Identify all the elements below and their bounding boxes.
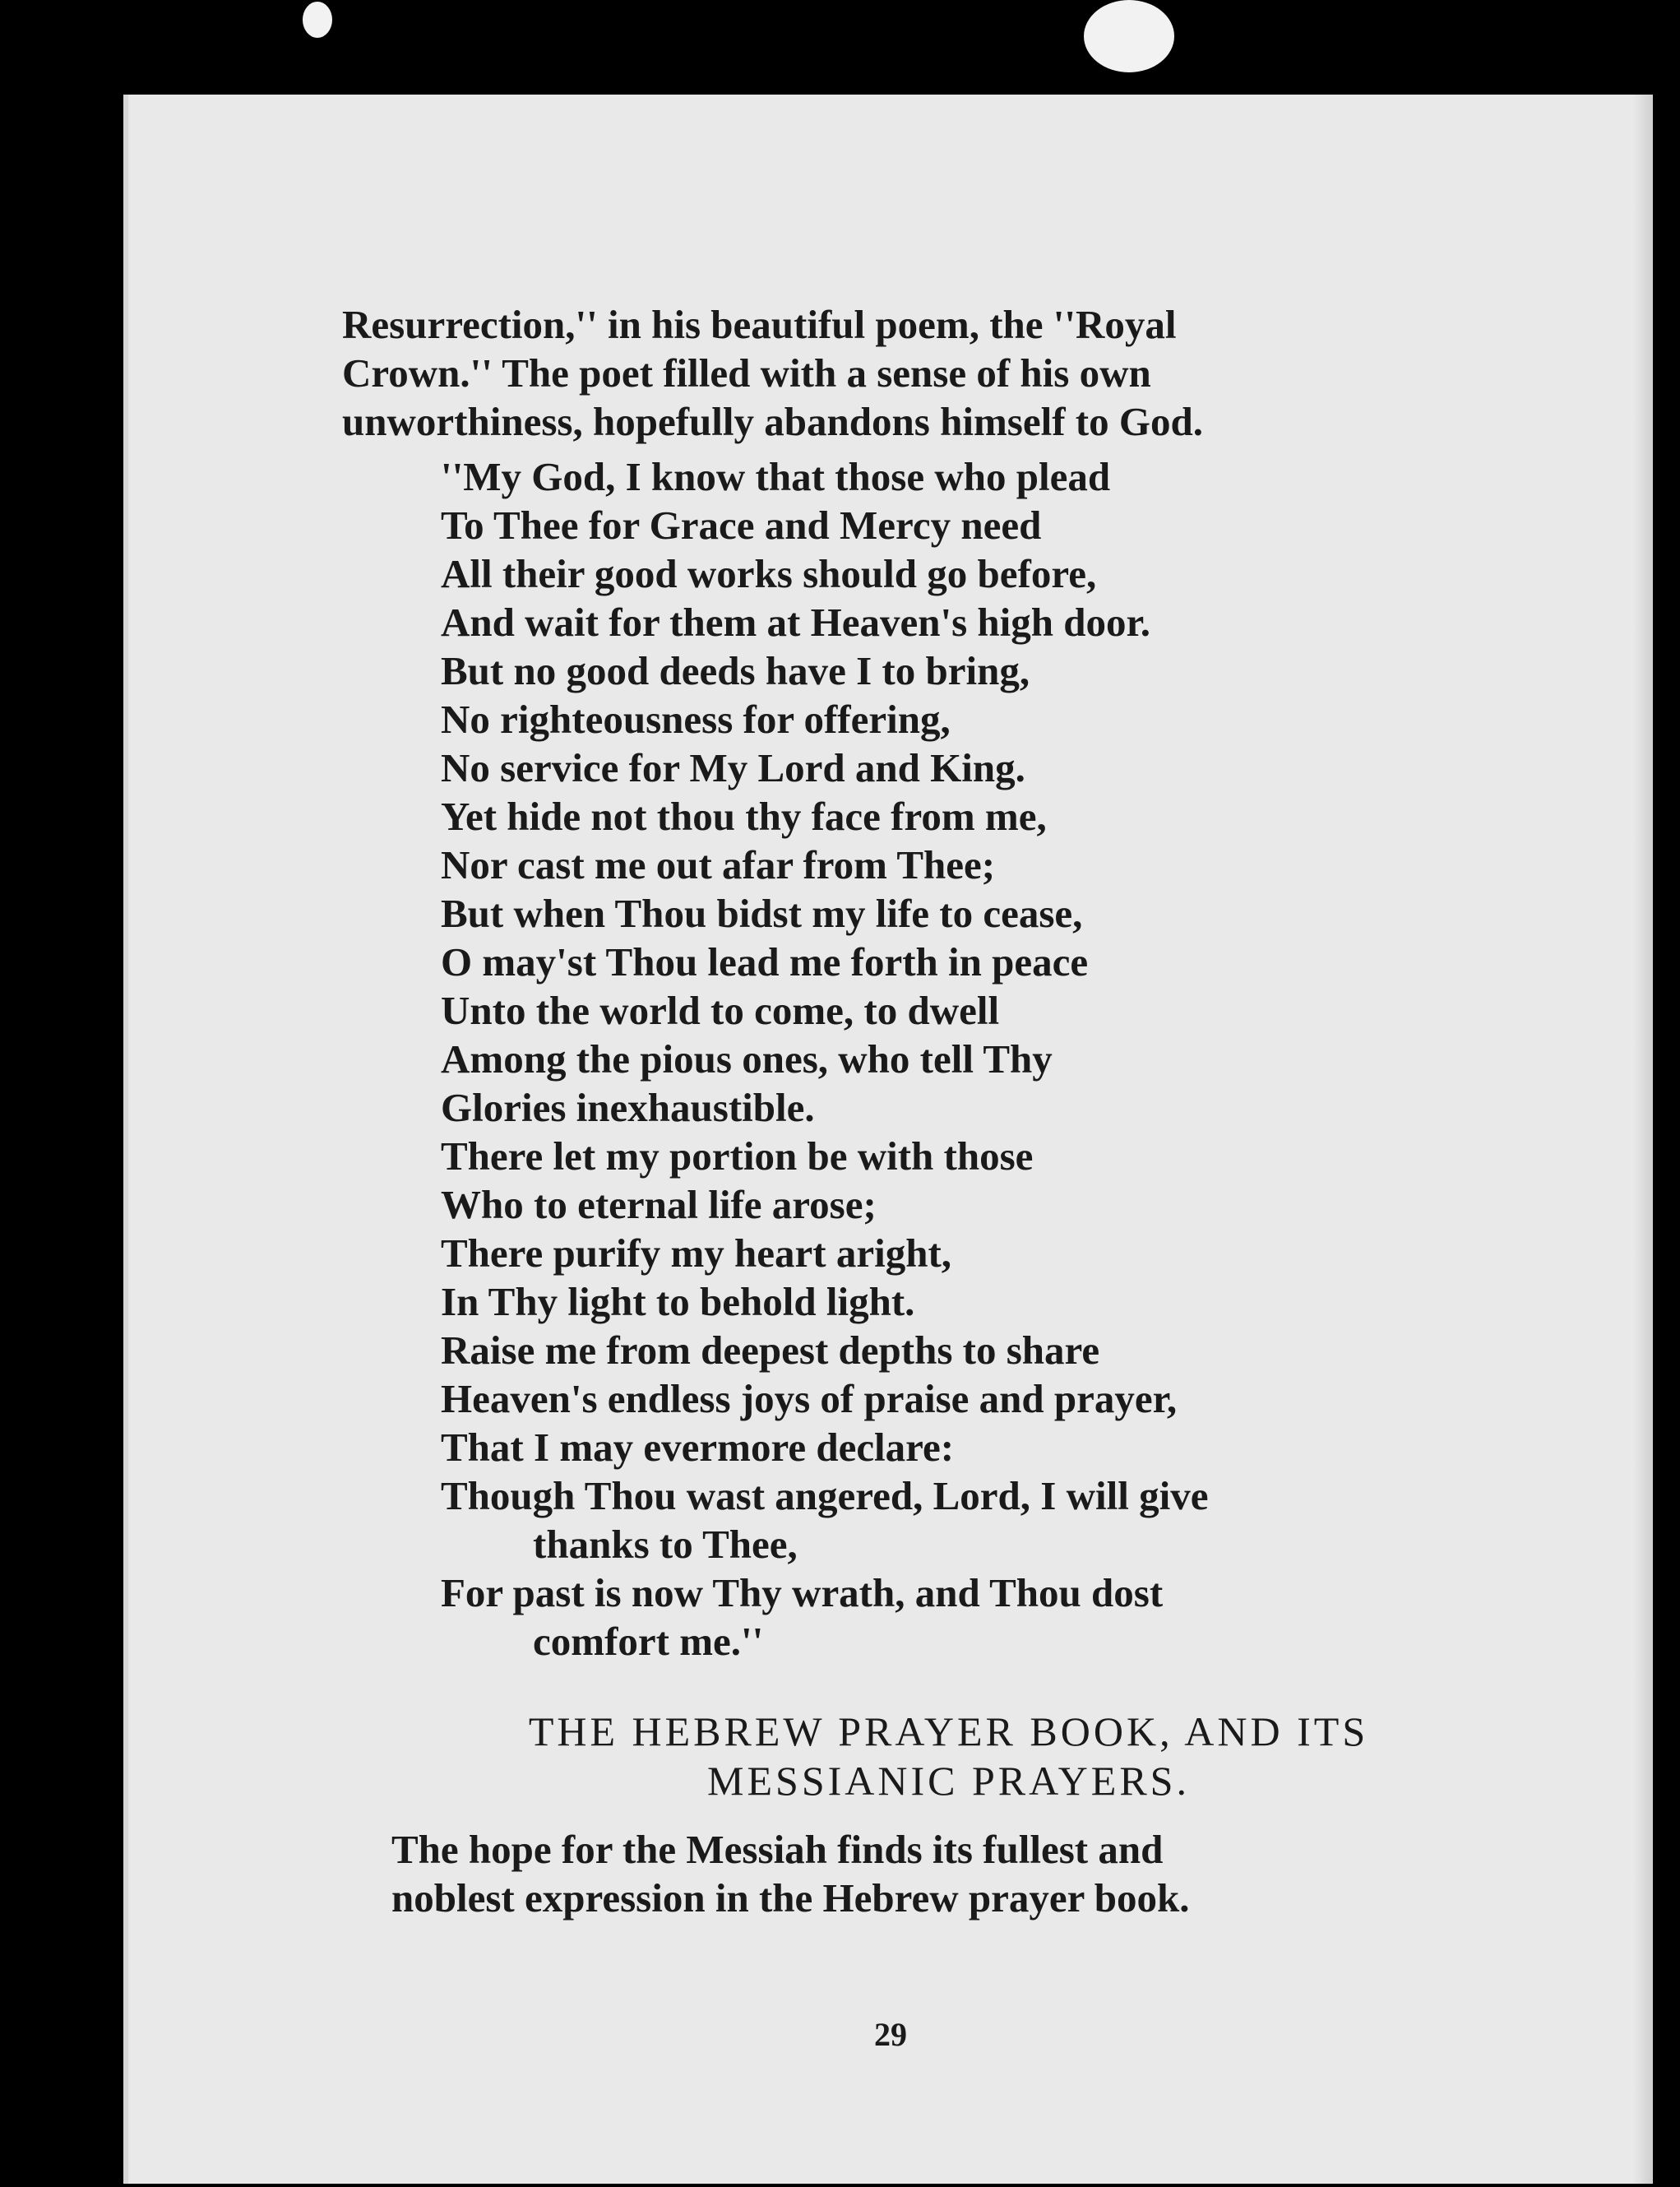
intro-line: Crown.'' The poet filled with a sense of his own [342,350,1151,396]
section-heading-line-1: THE HEBREW PRAYER BOOK, AND ITS [528,1708,1369,1754]
poem-line: O may'st Thou lead me forth in peace [441,939,1089,985]
page-edge-shadow [1633,95,1653,2184]
poem-line: Yet hide not thou thy face from me, [441,794,1047,839]
body-line: The hope for the Messiah finds its fullest and [391,1827,1164,1872]
intro-line: Resurrection,'' in his beautiful poem, the ''Royal [342,302,1177,347]
page-text [342,300,1555,1922]
poem-line: No righteousness for offering, [441,697,951,742]
intro-paragraph [342,300,1555,446]
body-paragraph [342,1825,1555,1922]
section-heading [342,1707,1555,1805]
book-page [123,95,1653,2184]
poem-line: But no good deeds have I to bring, [441,648,1030,693]
poem-line: Who to eternal life arose; [441,1182,877,1227]
poem-line: There let my portion be with those [441,1133,1034,1179]
poem-line: thanks to Thee, [533,1522,798,1567]
poem-line: But when Thou bidst my life to cease, [441,891,1083,936]
poem-line: Unto the world to come, to dwell [441,988,1000,1033]
poem-line: comfort me.'' [533,1619,764,1664]
poem-line: No service for My Lord and King. [441,745,1025,790]
poem-line: For past is now Thy wrath, and Thou dost [441,1570,1164,1615]
poem-royal-crown [342,452,1555,1666]
intro-line: unworthiness, hopefully abandons himself to God. [342,399,1203,444]
poem-line: There purify my heart aright, [441,1230,952,1276]
poem-line: Raise me from deepest depths to share [441,1327,1100,1373]
page-number: 29 [874,2016,907,2053]
poem-line: ''My God, I know that those who plead [441,454,1111,499]
poem-line: Heaven's endless joys of praise and prayer, [441,1376,1178,1421]
section-heading-line-2: MESSIANIC PRAYERS. [707,1758,1190,1804]
poem-line: Among the pious ones, who tell Thy [441,1036,1053,1082]
scan-artifact-left [303,2,332,38]
poem-line: Though Thou wast angered, Lord, I will give [441,1473,1209,1518]
poem-line: And wait for them at Heaven's high door. [441,600,1151,645]
poem-line: That I may evermore declare: [441,1425,955,1470]
poem-line: All their good works should go before, [441,551,1097,596]
poem-line: Nor cast me out afar from Thee; [441,842,996,887]
poem-line: In Thy light to behold light. [441,1279,915,1324]
poem-line: Glories inexhaustible. [441,1085,815,1130]
body-line: noblest expression in the Hebrew prayer book. [391,1875,1190,1921]
scan-artifact-center [1084,0,1174,72]
poem-line: To Thee for Grace and Mercy need [441,503,1042,548]
